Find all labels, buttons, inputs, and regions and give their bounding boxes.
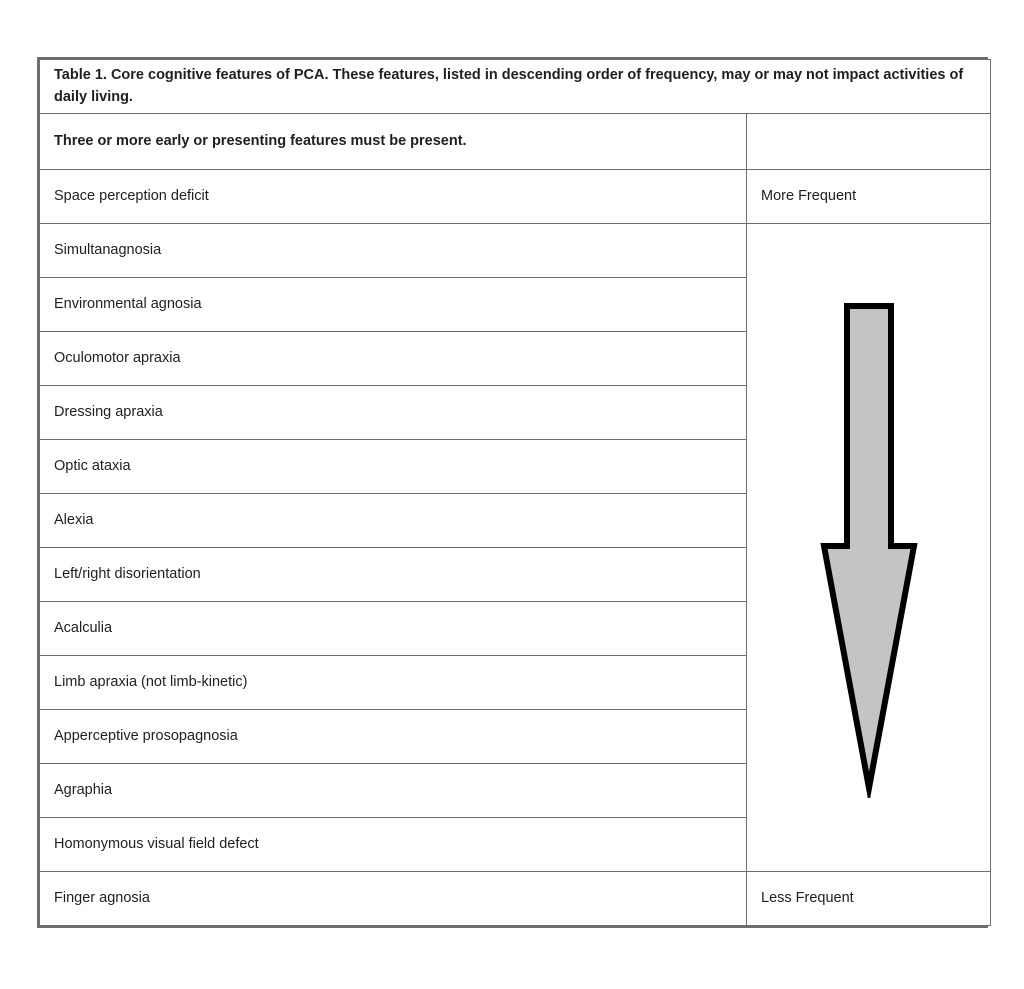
down-arrow-icon (809, 298, 929, 798)
feature-label: Alexia (40, 494, 747, 548)
frequency-label-top: More Frequent (747, 170, 991, 224)
feature-label: Oculomotor apraxia (40, 332, 747, 386)
feature-label: Acalculia (40, 602, 747, 656)
criterion-header-row (40, 114, 991, 170)
feature-label: Limb apraxia (not limb-kinetic) (40, 656, 747, 710)
frequency-gradient-arrow-cell (747, 224, 991, 872)
feature-label: Left/right disorientation (40, 548, 747, 602)
feature-label: Space perception deficit (40, 170, 747, 224)
table-caption: Table 1. Core cognitive features of PCA. These features, listed in descending order of frequency, may or may not impact activities of daily living. (40, 60, 991, 114)
feature-label: Optic ataxia (40, 440, 747, 494)
criterion-header-blank (747, 114, 991, 170)
table-row (40, 170, 991, 224)
feature-label: Apperceptive prosopagnosia (40, 710, 747, 764)
feature-label: Agraphia (40, 764, 747, 818)
feature-label: Environmental agnosia (40, 278, 747, 332)
feature-label: Simultanagnosia (40, 224, 747, 278)
criterion-header-label: Three or more early or presenting features must be present. (40, 114, 747, 170)
feature-label: Homonymous visual field defect (40, 818, 747, 872)
pca-features-table (37, 57, 988, 928)
feature-label: Finger agnosia (40, 872, 747, 926)
table-row (40, 224, 991, 278)
feature-label: Dressing apraxia (40, 386, 747, 440)
table-row (40, 872, 991, 926)
table (39, 59, 991, 926)
table-caption-row (40, 60, 991, 114)
frequency-label-bottom: Less Frequent (747, 872, 991, 926)
